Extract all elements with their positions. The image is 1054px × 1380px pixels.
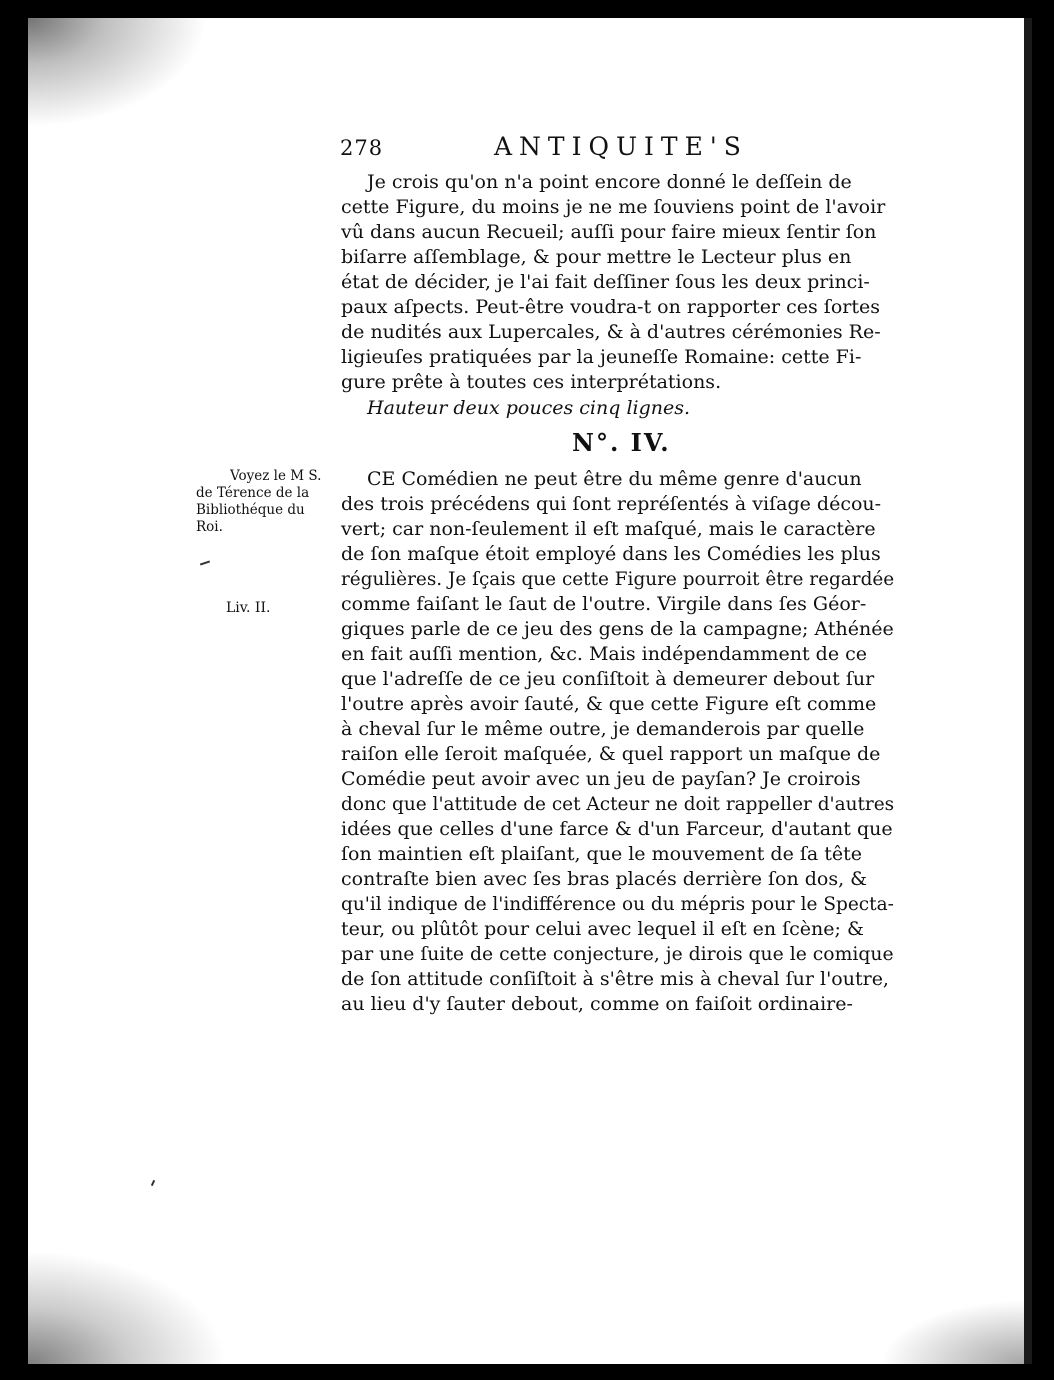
margin-note-line: Roi. [196, 519, 223, 535]
page-header [340, 132, 900, 168]
text-line: état de décider, je l'ai fait deſſiner ſous les deux princi- [341, 271, 870, 293]
scan-speckle-top-left [28, 18, 208, 128]
text-line: que l'adreſſe de ce jeu conſiſtoit à demeurer debout ſur [341, 668, 875, 690]
text-line: Comédie peut avoir avec un jeu de payſan? Je croirois [341, 768, 861, 790]
text-line: donc que l'attitude de cet Acteur ne doit rappeller d'autres [341, 793, 895, 815]
margin-reference: Liv. II. [226, 600, 271, 616]
page-number: 278 [340, 136, 384, 160]
text-line: vû dans aucun Recueil; auſſi pour faire mieux ſentir ſon [341, 221, 877, 243]
text-line: régulières. Je ſçais que cette Figure pourroit être regardée [341, 568, 895, 590]
text-line: vert; car non-ſeulement il eſt maſqué, mais le caractère [341, 518, 876, 540]
page-edge-shadow [1024, 18, 1032, 1364]
text-line: biſarre aſſemblage, & pour mettre le Lecteur plus en [341, 246, 852, 268]
text-line: raiſon elle ſeroit maſquée, & quel rapport un maſque de [341, 743, 881, 765]
text-line: ſon maintien eſt plaiſant, que le mouvement de ſa tête [341, 843, 863, 865]
text-line: de nudités aux Lupercales, & à d'autres cérémonies Re- [341, 321, 881, 343]
text-line: comme faiſant le ſaut de l'outre. Virgile dans ſes Géor- [341, 593, 867, 615]
text-line: au lieu d'y ſauter debout, comme on faiſoit ordinaire- [341, 993, 853, 1015]
running-title: ANTIQUITE'S [494, 132, 748, 161]
text-line: de ſon maſque étoit employé dans les Comédies les plus [341, 543, 881, 565]
text-line: contraſte bien avec ſes bras placés derrière ſon dos, & [341, 868, 868, 890]
margin-note-line: de Térence de la [196, 485, 310, 501]
scan-speckle-bottom-right [880, 1300, 1024, 1364]
section-number: N°. IV. [572, 428, 671, 457]
text-line: giques parle de ce jeu des gens de la campagne; Athénée [341, 618, 894, 640]
text-line: idées que celles d'une farce & d'un Farceur, d'autant que [341, 818, 893, 840]
text-line: gure prête à toutes ces interprétations. [341, 371, 722, 393]
text-line: paux aſpects. Peut-être voudra-t on rapporter ces ſortes [341, 296, 880, 318]
text-line: cette Figure, du moins je ne me ſouviens point de l'avoir [341, 196, 886, 218]
text-line: Je crois qu'on n'a point encore donné le deſſein de [367, 171, 852, 193]
text-line: ligieuſes pratiquées par la jeuneſſe Romaine: cette Fi- [341, 346, 862, 368]
text-line: de ſon attitude conſiſtoit à s'être mis à cheval ſur l'outre, [341, 968, 889, 990]
text-line: qu'il indique de l'indifférence ou du mépris pour le Specta- [341, 893, 894, 915]
text-line: à cheval ſur le même outre, je demanderois par quelle [341, 718, 865, 740]
scan-speckle-bottom-left [28, 1250, 228, 1364]
margin-note [196, 468, 336, 536]
text-line: l'outre après avoir ſauté, & que cette Figure eſt comme [341, 693, 877, 715]
dimension-line: Hauteur deux pouces cinq lignes. [367, 397, 691, 419]
margin-note-line: Bibliothéque du [196, 502, 305, 518]
margin-note-line: Voyez le M S. [230, 468, 322, 484]
text-line: des trois précédens qui ſont repréſentés à viſage décou- [341, 493, 882, 515]
text-line: par une ſuite de cette conjecture, je dirois que le comique [341, 943, 894, 965]
text-line: teur, ou plûtôt pour celui avec lequel il eſt en ſcène; & [341, 918, 864, 940]
text-line: en fait auſſi mention, &c. Mais indépendamment de ce [341, 643, 867, 665]
text-line: CE Comédien ne peut être du même genre d'aucun [367, 468, 862, 490]
